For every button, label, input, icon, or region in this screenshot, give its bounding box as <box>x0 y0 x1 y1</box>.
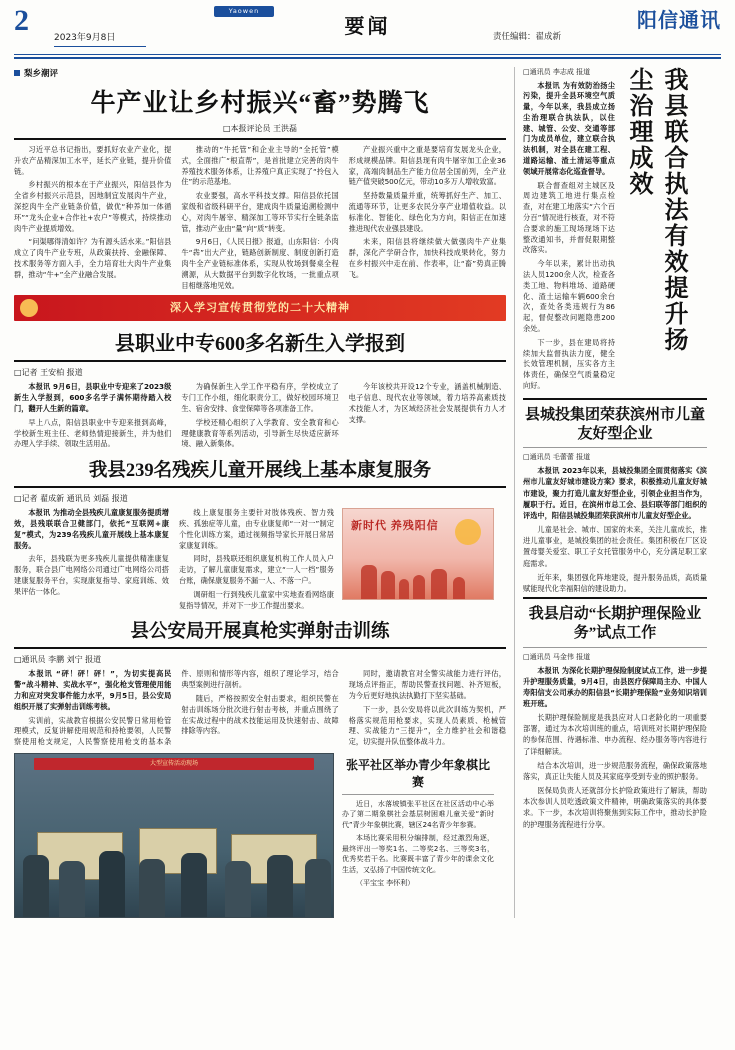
headline-rule-4 <box>14 647 506 649</box>
article-headline-1: 牛产业让乡村振兴“畜”势腾飞 <box>90 90 430 117</box>
masthead <box>14 0 721 52</box>
chess-rule <box>342 794 494 795</box>
person-figure-2 <box>59 861 85 917</box>
person-figure-8 <box>305 859 331 917</box>
headline-rule-3 <box>14 486 506 488</box>
lead-story-body: □通讯员 李志成 报道 本报讯 为有效防治扬尘污染，提升全县环境空气质量，今年以来，我县成立扬尘治理联合执法队，以住建、城管、公安、交通等部门为成员单位，建立联合执法机制，对全县在建工程、道路运输、渣土清运等重点领域开展常态化巡查督导。 联合督查组对主城区及周边建筑工地进行集点检查，对在建工地落实“六个百分百”情况进行核查，对不符合要求的施工现场现场下达整改通知书，并督促限期整改落实。 今年以来，累计出动执法人员1200余人次，检查各类工地、物料堆场、道路硬化、渣土运输车辆600余台次，查处各类违规行为86起，督促整改问题隐患200余处。 下一步，县在建局将持续加大监督执法力度，健全长效管理机制，压实各方主体责任，确保空气质量稳定向好。 <box>523 68 615 391</box>
poster-wrap <box>342 508 494 611</box>
headline-rule-2 <box>14 360 506 362</box>
silhouette-adult-3 <box>431 569 447 599</box>
editor-credit: 责任编辑：翟成新 <box>492 32 561 42</box>
chess-body: 近日，水落坡镇张平社区在社区活动中心举办了第二期象棋社会基层树困难儿童关爱“新时代”青少年象棋比赛，辖区24名青少年参赛。 本场比赛采用积分编排制，经过激烈角逐，最终评出一等奖1名、二等奖2名、三等奖3名，优秀奖若干名。比赛既丰富了青少年的课余文化生活，又弘扬了中国传统文化。 （平宝宝 李怀利） <box>342 799 494 888</box>
article-body-4: 本报讯 “砰！砰！砰！”，为切实提高民警“战斗精神、实战水平”，强化枪支管理使用能力和应对突发事件能力水平，9月5日，县公安局组织开展了实弹射击训练考核。 实训前，实战教官根据公安民警日常用枪管理模式，反复讲解使用规范和持枪要领，人民警察使用枪支规定，人民警察使用枪支的基本条件、原则和情形等内容，组织了理论学习，结合典型案例进行剖析。 随后，严格按照安全射击要求，组织民警在射击训练场分批次进行射击考核，并重点围绕了在实战过程中的战术技能运用及快速射击、故障排除等内容。 同时，邀请教官对全警实战能力进行评估，现场点评指正，帮助民警查找问题、补齐短板，为今后更好地执法执勤打下坚实基础。 下一步，县公安局将以此次训练为契机，严格落实规范用枪要求，实现人员素质、枪械管理、实战能力“三提升”，全力维护社会和谐稳定，切实提升队伍整体战斗力。 <box>14 669 506 747</box>
article-headline-4: 县公安局开展真枪实弹射击训练 <box>130 622 390 643</box>
person-figure-6 <box>225 861 251 917</box>
article-body-3-wrap <box>14 508 334 611</box>
silhouette-adult <box>361 565 377 599</box>
article-byline-1: □本报评论员 王洪磊 <box>222 124 298 133</box>
article-headline-3: 我县239名残疾儿童开展线上基本康复服务 <box>88 461 432 482</box>
poster-title: 新时代 养残阳信 <box>351 520 439 533</box>
event-photo <box>14 753 334 918</box>
person-figure-4 <box>139 859 165 917</box>
section-pin-label: Yaowen <box>214 6 274 17</box>
article-3-layout <box>14 508 506 611</box>
lead-story-vertical-headline: 我县联合执法有效提升扬尘治理成效 <box>625 67 686 353</box>
masthead-divider <box>14 54 721 59</box>
left-column <box>14 67 514 918</box>
silhouette-child-2 <box>413 575 425 599</box>
lead-byline: □通讯员 李志成 报道 <box>523 68 591 76</box>
photo-wrap <box>14 753 334 918</box>
right-column <box>514 67 707 918</box>
person-figure-3 <box>99 851 125 917</box>
person-figure <box>23 855 49 917</box>
right-rule-3 <box>523 597 707 599</box>
article-headline-2: 县职业中专600多名新生入学报到 <box>115 333 405 356</box>
right-rule-2 <box>523 447 707 448</box>
bottom-media-row <box>14 753 506 918</box>
right-byline-b: □通讯员 毛蕾蕾 报道 <box>523 453 591 462</box>
column-kicker: 梨乡潮评 <box>14 67 506 79</box>
silhouette-child <box>399 579 409 599</box>
article-byline-4: □通讯员 李鹏 刘宁 报道 <box>14 655 102 665</box>
page-number: 2 <box>14 4 29 37</box>
campaign-poster <box>342 508 494 600</box>
right-byline-c: □通讯员 马金伟 报道 <box>523 652 591 661</box>
propaganda-banner: 深入学习宣传贯彻党的二十大精神 <box>14 295 506 321</box>
article-body-2: 本报讯 9月6日，县职业中专迎来了2023级新生入学报到，600多名学子满怀期待踏入校门，翻开人生新的篇章。 早上八点，阳信县职业中专迎来报到高峰，学校新生班主任、老师热情迎接新生，并为他们办理入学手续、领取生活用品。 为确保新生入学工作平稳有序，学校成立了专门工作小组，细化职责分工，做好校园环境卫生、宿舍安排、食堂保障等各项准备工作。 学校还精心组织了入学教育、安全教育和心理健康教育等系列活动，引导新生尽快适应新环境、融入新集体。 今年该校共开设12个专业，涵盖机械制造、电子信息、现代农业等领域，着力培养高素质技术技能人才，为区域经济社会发展提供有力人才支撑。 <box>14 382 506 449</box>
page-columns <box>14 67 721 918</box>
article-byline-2: □记者 王安柏 报道 <box>14 368 83 378</box>
section-title: 要闻 <box>344 16 391 38</box>
right-rule-1 <box>523 398 707 400</box>
right-body-c: 本报讯 为深化长期护理保险制度试点工作，进一步提升护理服务质量，9月4日，由县医疗保障局主办、中国人寿阳信支公司承办的阳信县“长期护理保险”业务知识培训班开班。 长期护理保险制度是我县应对人口老龄化的一项重要部署，通过为本次培训班的重点，培训班对长期护理保险的参保范围、待遇标准、申办流程、经办服务等内容进行了详细解读。 结合本次培训，进一步规范服务流程，确保政策落地落实，真正让失能人员及其家庭享受到专业的照护服务。 医保局负责人还就部分长护险政策进行了解读，帮助本次参训人员吃透政策文件精神，明确政策落实的具体要求。下一步，本次培训将聚焦到实际工作中，推动长护险的护理服务流程进行分享。 <box>523 665 707 829</box>
square-bullet-icon <box>14 70 20 76</box>
silhouette-child-3 <box>453 577 465 599</box>
chess-box <box>342 753 494 918</box>
article-byline-3: □记者 翟成新 通讯员 刘磊 报道 <box>14 494 128 504</box>
right-rule-4 <box>523 647 707 648</box>
publication-date: 2023年9月8日 <box>54 30 146 47</box>
article-body-1: 习近平总书记指出，要抓好农业产业化，提升农产品精深加工水平，延长产业链，提升价值链。 乡村振兴的根本在于产业振兴，阳信县作为全省乡村振兴示范县，因地制宜发展肉牛产业，深挖肉牛全产业链条价值，做优“种养加一体循环”“龙头企业+合作社+农户”等模式，持续推动肉牛产业提质增效。 “问渠哪得清如许？为有源头活水来。”阳信县成立了肉牛产业专班，从政策扶持、金融保障、技术服务等方面入手，全力培育壮大肉牛产业集群，推动“牛+”全产业融合发展。 推动的“牛托管”和企业主导的“全托管”模式，全面推广“根直帮”，是首批建立完善的肉牛养殖技术服务体系，让养殖户真正实现了“拎包入住”的示范基地。 农业要强，高水平科技支撑。阳信县依托国家级和省级科研平台，建成肉牛质量追溯检测中心，对肉牛屠宰、精深加工等环节实行全链条监管，推动产业由“量”向“质”转变。 9月6日，《人民日报》报道，山东阳信：小肉牛“犇”出大产业，链路创新制度、制度创新打造肉牛全产业链标准体系，实现从牧场到餐桌全程溯源，从大数据平台到数字化牧场，一批重点项目相继落地见效。 产业振兴重中之重是要培育发展龙头企业，形成规模品牌。阳信县现有肉牛屠宰加工企业36家，高端肉制品生产能力位居全国前列，全产业链产值突破500亿元，带动10多万人增收致富。 坚持数量质量并重，统筹抓好生产、加工、流通等环节，让更多农民分享产业增值收益。以标准化、智能化、绿色化为方向，阳信正在加速推进现代农业强县建设。 未来，阳信县将继续做大做强肉牛产业集群，深化产学研合作，加快科技成果转化，努力在乡村振兴中走在前、作表率，让“畜”势真正腾飞。 <box>14 145 506 290</box>
photo-banner-text: 大型宣传活动现场 <box>34 758 314 770</box>
headline-rule <box>14 138 506 140</box>
person-figure-5 <box>181 853 207 917</box>
silhouette-adult-2 <box>381 571 395 599</box>
article-body-3: 本报讯 为推动全县残疾儿童康复服务提质增效，县残联联合卫健部门，依托“互联网+康复”模式，为239名残疾儿童开展线上基本康复服务。 去年，县残联为更多残疾儿童提供精准康复服务，联合县广电网络公司通过广电网络公司搭建康复服务平台，实现康复指导、家庭训练、效果评估一体化。 线上康复服务主要针对肢体残疾、智力残疾、孤独症等儿童，由专业康复师“一对一”制定个性化训练方案，通过视频指导家长开展日常居家康复训练。 同时，县残联还组织康复机构工作人员入户走访，了解儿童康复需求，建立“一人一档”服务台账，确保康复服务不漏一人、不落一户。 调研组一行到残疾儿童家中实地查看网络康复指导情况，并对下一步工作提出要求。 <box>14 508 334 610</box>
right-body-b: 本报讯 2023年以来，县城投集团全面贯彻落实《滨州市儿童友好城市建设方案》要求，积极推动儿童友好城市建设，聚力打造儿童友好型企业，引领企业担当作为，履职于行。近日，在滨州市总工会、县妇联等部门组织的评选中，阳信县城投集团荣获滨州市儿童友好型企业。 儿童是社会、城市、国家的未来，关注儿童成长，推进儿童事业，是城投集团的社会责任。集团积极在厂区设置母婴关爱室、职工子女托管服务中心，充分满足职工家庭需求。 近年来，集团强化阵地建设，提升服务品质，高质量赋能现代化幸福阳信的建设助力。 <box>523 466 707 593</box>
sun-icon <box>455 519 481 545</box>
lead-story <box>523 67 707 395</box>
right-headline-b: 县城投集团荣获滨州市儿童友好型企业 <box>524 406 705 442</box>
person-figure-7 <box>267 855 293 917</box>
chess-headline: 张平社区举办青少年象棋比赛 <box>345 757 490 789</box>
right-headline-c: 我县启动“长期护理保险业务”试点工作 <box>528 606 702 641</box>
newspaper-brand: 阳信通讯 <box>637 10 721 32</box>
